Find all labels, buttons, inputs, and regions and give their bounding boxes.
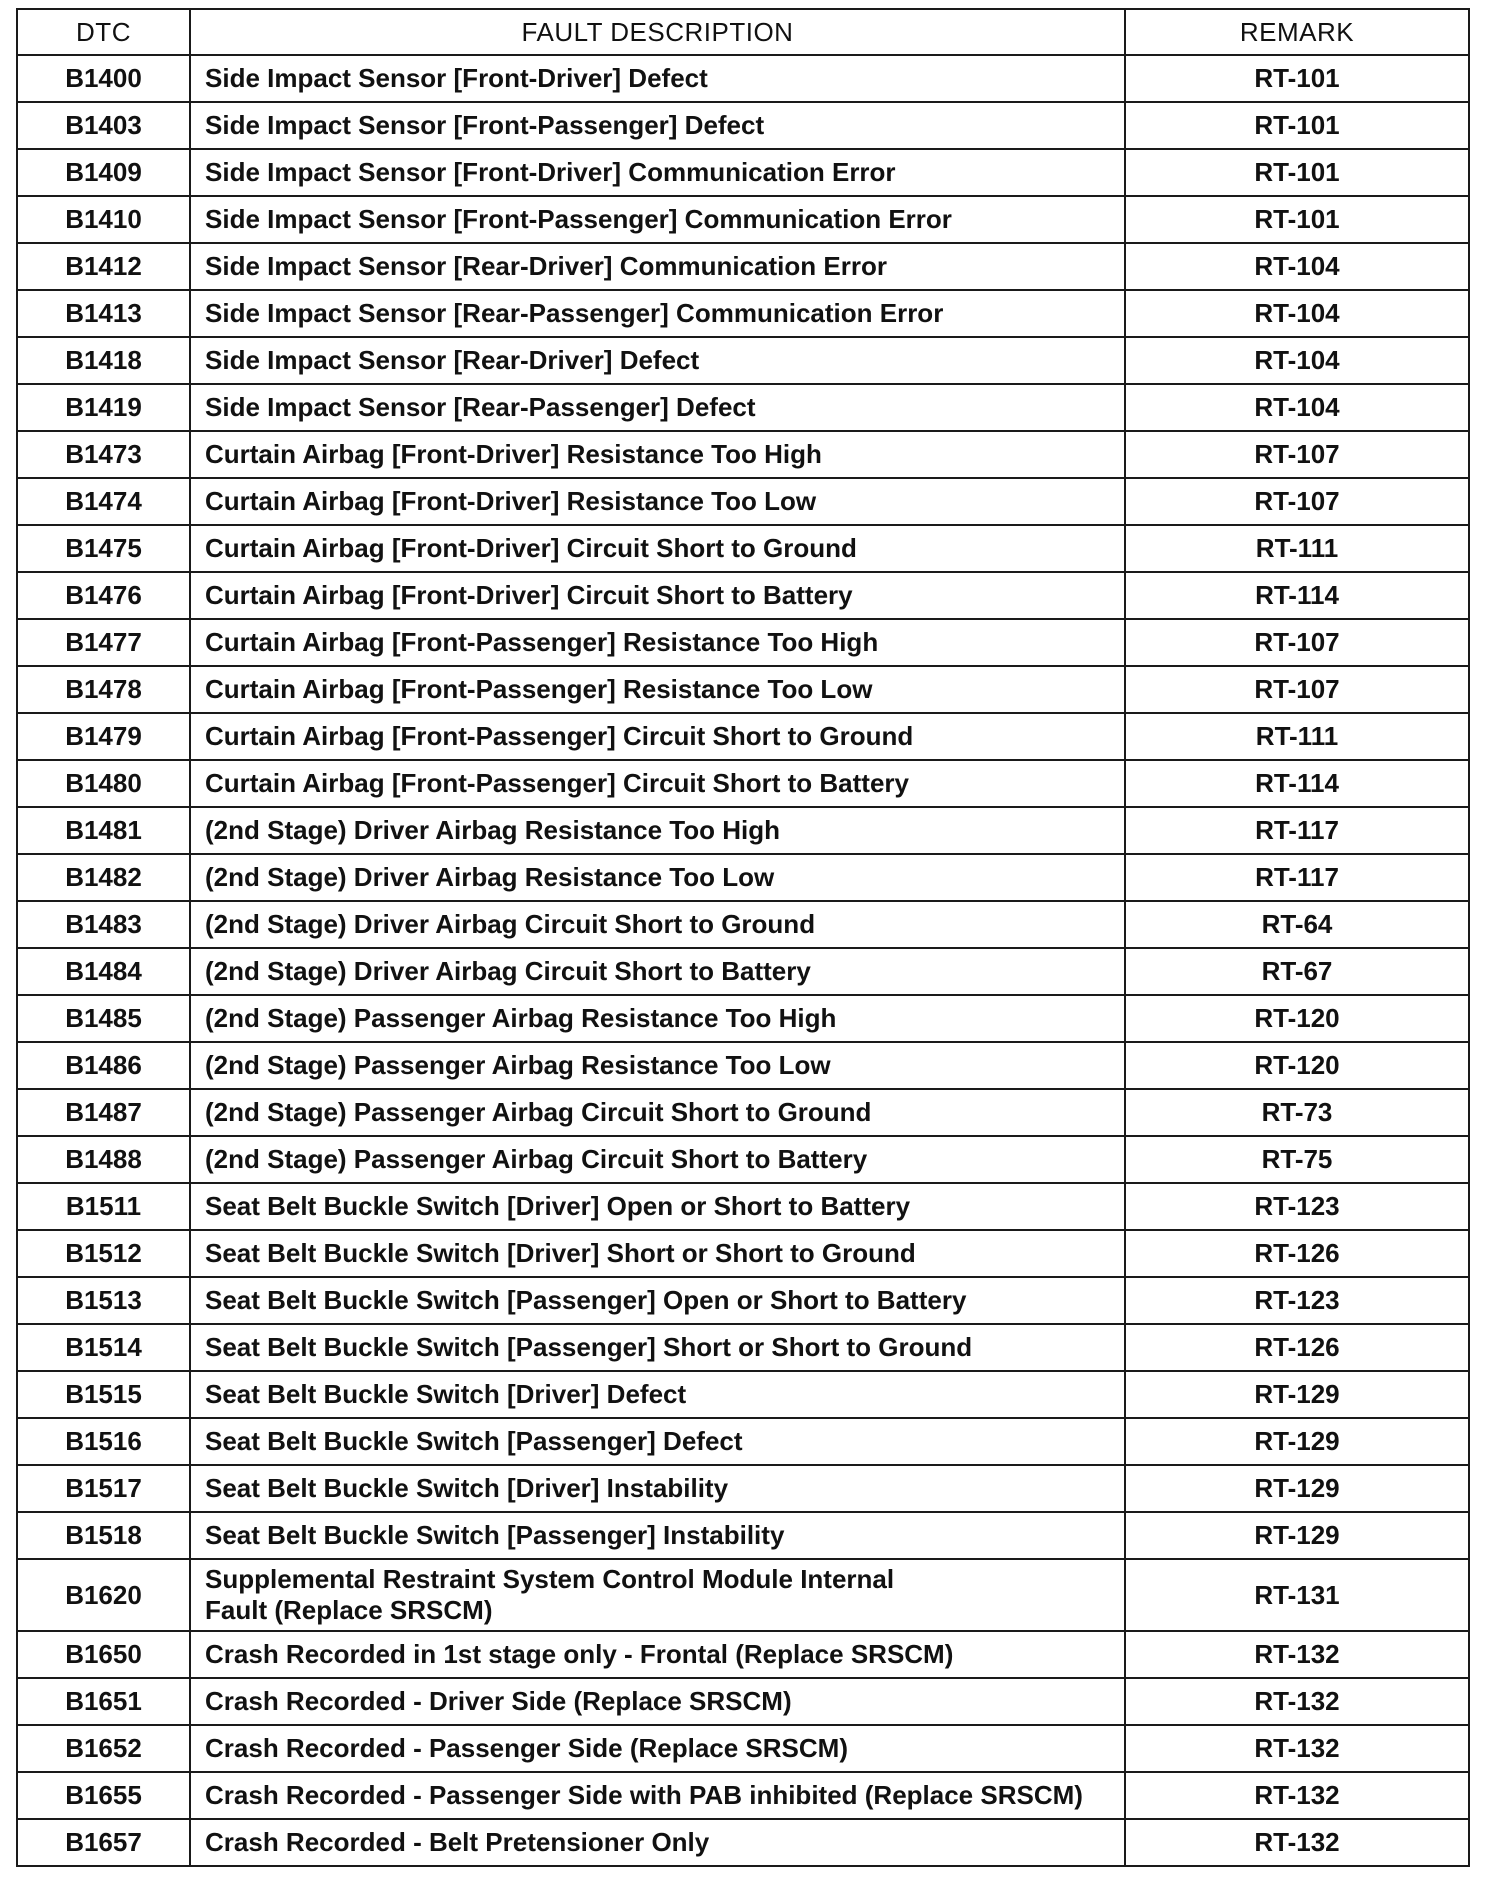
fault-description-cell: Seat Belt Buckle Switch [Passenger] Instability — [190, 1512, 1125, 1559]
remark-cell: RT-114 — [1125, 760, 1469, 807]
remark-cell: RT-107 — [1125, 666, 1469, 713]
dtc-code-cell: B1514 — [17, 1324, 190, 1371]
dtc-code-cell: B1483 — [17, 901, 190, 948]
table-row — [17, 1559, 1469, 1631]
dtc-code-cell: B1479 — [17, 713, 190, 760]
dtc-code-cell: B1419 — [17, 384, 190, 431]
table-row — [17, 713, 1469, 760]
table-row — [17, 55, 1469, 102]
fault-description-cell: Side Impact Sensor [Front-Passenger] Communication Error — [190, 196, 1125, 243]
dtc-code-cell: B1412 — [17, 243, 190, 290]
remark-column-header: REMARK — [1125, 9, 1469, 55]
table-row — [17, 1230, 1469, 1277]
fault-description-cell: Curtain Airbag [Front-Driver] Circuit Short to Battery — [190, 572, 1125, 619]
dtc-code-cell: B1480 — [17, 760, 190, 807]
fault-description-cell: (2nd Stage) Passenger Airbag Circuit Short to Battery — [190, 1136, 1125, 1183]
remark-cell: RT-111 — [1125, 525, 1469, 572]
table-row — [17, 1371, 1469, 1418]
table-header-row — [17, 9, 1469, 55]
table-row — [17, 901, 1469, 948]
fault-description-cell: Curtain Airbag [Front-Passenger] Circuit Short to Battery — [190, 760, 1125, 807]
table-row — [17, 1183, 1469, 1230]
remark-cell: RT-107 — [1125, 478, 1469, 525]
dtc-code-cell: B1518 — [17, 1512, 190, 1559]
remark-cell: RT-104 — [1125, 384, 1469, 431]
remark-cell: RT-123 — [1125, 1183, 1469, 1230]
table-row — [17, 760, 1469, 807]
dtc-code-cell: B1655 — [17, 1772, 190, 1819]
remark-cell: RT-101 — [1125, 196, 1469, 243]
table-row — [17, 1725, 1469, 1772]
dtc-code-cell: B1515 — [17, 1371, 190, 1418]
fault-description-cell: Seat Belt Buckle Switch [Driver] Short or Short to Ground — [190, 1230, 1125, 1277]
fault-description-cell: Side Impact Sensor [Rear-Passenger] Communication Error — [190, 290, 1125, 337]
fault-description-cell: Curtain Airbag [Front-Driver] Resistance Too High — [190, 431, 1125, 478]
table-row — [17, 1465, 1469, 1512]
dtc-code-cell: B1620 — [17, 1559, 190, 1631]
table-row — [17, 149, 1469, 196]
dtc-code-cell: B1400 — [17, 55, 190, 102]
remark-cell: RT-132 — [1125, 1772, 1469, 1819]
remark-cell: RT-67 — [1125, 948, 1469, 995]
remark-cell: RT-132 — [1125, 1631, 1469, 1678]
fault-description-cell: Side Impact Sensor [Front-Driver] Communication Error — [190, 149, 1125, 196]
table-row — [17, 1324, 1469, 1371]
remark-cell: RT-101 — [1125, 55, 1469, 102]
table-row — [17, 290, 1469, 337]
fault-description-cell: Seat Belt Buckle Switch [Driver] Instability — [190, 1465, 1125, 1512]
table-row — [17, 102, 1469, 149]
dtc-code-cell: B1481 — [17, 807, 190, 854]
fault-description-cell: Side Impact Sensor [Front-Passenger] Defect — [190, 102, 1125, 149]
fault-description-cell: Curtain Airbag [Front-Driver] Resistance Too Low — [190, 478, 1125, 525]
fault-description-cell: (2nd Stage) Driver Airbag Circuit Short to Battery — [190, 948, 1125, 995]
fault-description-cell: Crash Recorded - Passenger Side with PAB inhibited (Replace SRSCM) — [190, 1772, 1125, 1819]
remark-cell: RT-120 — [1125, 1042, 1469, 1089]
fault-description-cell: Curtain Airbag [Front-Passenger] Resistance Too Low — [190, 666, 1125, 713]
fault-description-cell: (2nd Stage) Passenger Airbag Resistance Too Low — [190, 1042, 1125, 1089]
remark-cell: RT-73 — [1125, 1089, 1469, 1136]
dtc-code-cell: B1513 — [17, 1277, 190, 1324]
fault-description-cell: Crash Recorded - Driver Side (Replace SRSCM) — [190, 1678, 1125, 1725]
dtc-code-cell: B1517 — [17, 1465, 190, 1512]
remark-cell: RT-107 — [1125, 431, 1469, 478]
remark-cell: RT-129 — [1125, 1418, 1469, 1465]
fault-description-cell: Side Impact Sensor [Rear-Driver] Communication Error — [190, 243, 1125, 290]
fault-description-cell: Seat Belt Buckle Switch [Passenger] Open or Short to Battery — [190, 1277, 1125, 1324]
table-row — [17, 1089, 1469, 1136]
table-row — [17, 1512, 1469, 1559]
dtc-code-cell: B1403 — [17, 102, 190, 149]
remark-cell: RT-129 — [1125, 1465, 1469, 1512]
fault-description-cell: Crash Recorded in 1st stage only - Frontal (Replace SRSCM) — [190, 1631, 1125, 1678]
table-row — [17, 995, 1469, 1042]
fault-description-cell: Curtain Airbag [Front-Driver] Circuit Short to Ground — [190, 525, 1125, 572]
remark-cell: RT-126 — [1125, 1324, 1469, 1371]
dtc-code-cell: B1652 — [17, 1725, 190, 1772]
fault-description-cell: (2nd Stage) Driver Airbag Resistance Too Low — [190, 854, 1125, 901]
table-row — [17, 337, 1469, 384]
dtc-code-cell: B1473 — [17, 431, 190, 478]
fault-description-column-header: FAULT DESCRIPTION — [190, 9, 1125, 55]
table-row — [17, 196, 1469, 243]
table-row — [17, 384, 1469, 431]
fault-description-cell: Side Impact Sensor [Rear-Passenger] Defect — [190, 384, 1125, 431]
fault-description-cell: Supplemental Restraint System Control Module Internal Fault (Replace SRSCM) — [190, 1559, 1125, 1631]
table-row — [17, 1772, 1469, 1819]
table-row — [17, 243, 1469, 290]
fault-description-cell: Crash Recorded - Belt Pretensioner Only — [190, 1819, 1125, 1866]
dtc-code-cell: B1657 — [17, 1819, 190, 1866]
fault-description-cell: (2nd Stage) Passenger Airbag Resistance Too High — [190, 995, 1125, 1042]
dtc-code-cell: B1418 — [17, 337, 190, 384]
remark-cell: RT-132 — [1125, 1819, 1469, 1866]
fault-description-cell: Seat Belt Buckle Switch [Driver] Open or Short to Battery — [190, 1183, 1125, 1230]
remark-cell: RT-107 — [1125, 619, 1469, 666]
remark-cell: RT-114 — [1125, 572, 1469, 619]
fault-description-cell: Curtain Airbag [Front-Passenger] Circuit Short to Ground — [190, 713, 1125, 760]
dtc-code-cell: B1511 — [17, 1183, 190, 1230]
remark-cell: RT-117 — [1125, 854, 1469, 901]
table-row — [17, 619, 1469, 666]
remark-cell: RT-104 — [1125, 243, 1469, 290]
dtc-code-cell: B1413 — [17, 290, 190, 337]
dtc-code-cell: B1475 — [17, 525, 190, 572]
dtc-code-cell: B1485 — [17, 995, 190, 1042]
table-row — [17, 478, 1469, 525]
remark-cell: RT-131 — [1125, 1559, 1469, 1631]
remark-cell: RT-101 — [1125, 149, 1469, 196]
table-row — [17, 431, 1469, 478]
dtc-code-cell: B1474 — [17, 478, 190, 525]
fault-description-cell: Seat Belt Buckle Switch [Passenger] Defect — [190, 1418, 1125, 1465]
remark-cell: RT-129 — [1125, 1371, 1469, 1418]
dtc-code-cell: B1486 — [17, 1042, 190, 1089]
remark-cell: RT-120 — [1125, 995, 1469, 1042]
dtc-code-cell: B1482 — [17, 854, 190, 901]
remark-cell: RT-111 — [1125, 713, 1469, 760]
remark-cell: RT-126 — [1125, 1230, 1469, 1277]
dtc-code-cell: B1476 — [17, 572, 190, 619]
dtc-code-cell: B1651 — [17, 1678, 190, 1725]
remark-cell: RT-104 — [1125, 337, 1469, 384]
dtc-fault-table — [16, 8, 1470, 1867]
table-row — [17, 572, 1469, 619]
remark-cell: RT-104 — [1125, 290, 1469, 337]
dtc-code-cell: B1484 — [17, 948, 190, 995]
table-row — [17, 666, 1469, 713]
remark-cell: RT-75 — [1125, 1136, 1469, 1183]
table-row — [17, 525, 1469, 572]
dtc-code-cell: B1650 — [17, 1631, 190, 1678]
dtc-code-cell: B1409 — [17, 149, 190, 196]
table-row — [17, 1136, 1469, 1183]
dtc-code-cell: B1487 — [17, 1089, 190, 1136]
fault-description-cell: (2nd Stage) Passenger Airbag Circuit Short to Ground — [190, 1089, 1125, 1136]
remark-cell: RT-64 — [1125, 901, 1469, 948]
fault-description-cell: Seat Belt Buckle Switch [Passenger] Short or Short to Ground — [190, 1324, 1125, 1371]
table-row — [17, 1042, 1469, 1089]
fault-description-cell: Side Impact Sensor [Front-Driver] Defect — [190, 55, 1125, 102]
fault-description-cell: Curtain Airbag [Front-Passenger] Resistance Too High — [190, 619, 1125, 666]
dtc-code-cell: B1410 — [17, 196, 190, 243]
remark-cell: RT-117 — [1125, 807, 1469, 854]
table-row — [17, 854, 1469, 901]
table-row — [17, 1678, 1469, 1725]
fault-description-cell: (2nd Stage) Driver Airbag Resistance Too High — [190, 807, 1125, 854]
fault-description-cell: Seat Belt Buckle Switch [Driver] Defect — [190, 1371, 1125, 1418]
fault-description-cell: Crash Recorded - Passenger Side (Replace SRSCM) — [190, 1725, 1125, 1772]
dtc-code-cell: B1488 — [17, 1136, 190, 1183]
dtc-code-cell: B1478 — [17, 666, 190, 713]
table-row — [17, 948, 1469, 995]
table-row — [17, 1819, 1469, 1866]
remark-cell: RT-132 — [1125, 1678, 1469, 1725]
fault-description-cell: (2nd Stage) Driver Airbag Circuit Short to Ground — [190, 901, 1125, 948]
dtc-code-cell: B1512 — [17, 1230, 190, 1277]
fault-description-cell: Side Impact Sensor [Rear-Driver] Defect — [190, 337, 1125, 384]
table-body — [17, 55, 1469, 1866]
dtc-code-cell: B1516 — [17, 1418, 190, 1465]
dtc-column-header: DTC — [17, 9, 190, 55]
table-row — [17, 1631, 1469, 1678]
remark-cell: RT-101 — [1125, 102, 1469, 149]
table-row — [17, 1418, 1469, 1465]
remark-cell: RT-123 — [1125, 1277, 1469, 1324]
table-row — [17, 807, 1469, 854]
remark-cell: RT-129 — [1125, 1512, 1469, 1559]
dtc-code-cell: B1477 — [17, 619, 190, 666]
remark-cell: RT-132 — [1125, 1725, 1469, 1772]
table-row — [17, 1277, 1469, 1324]
